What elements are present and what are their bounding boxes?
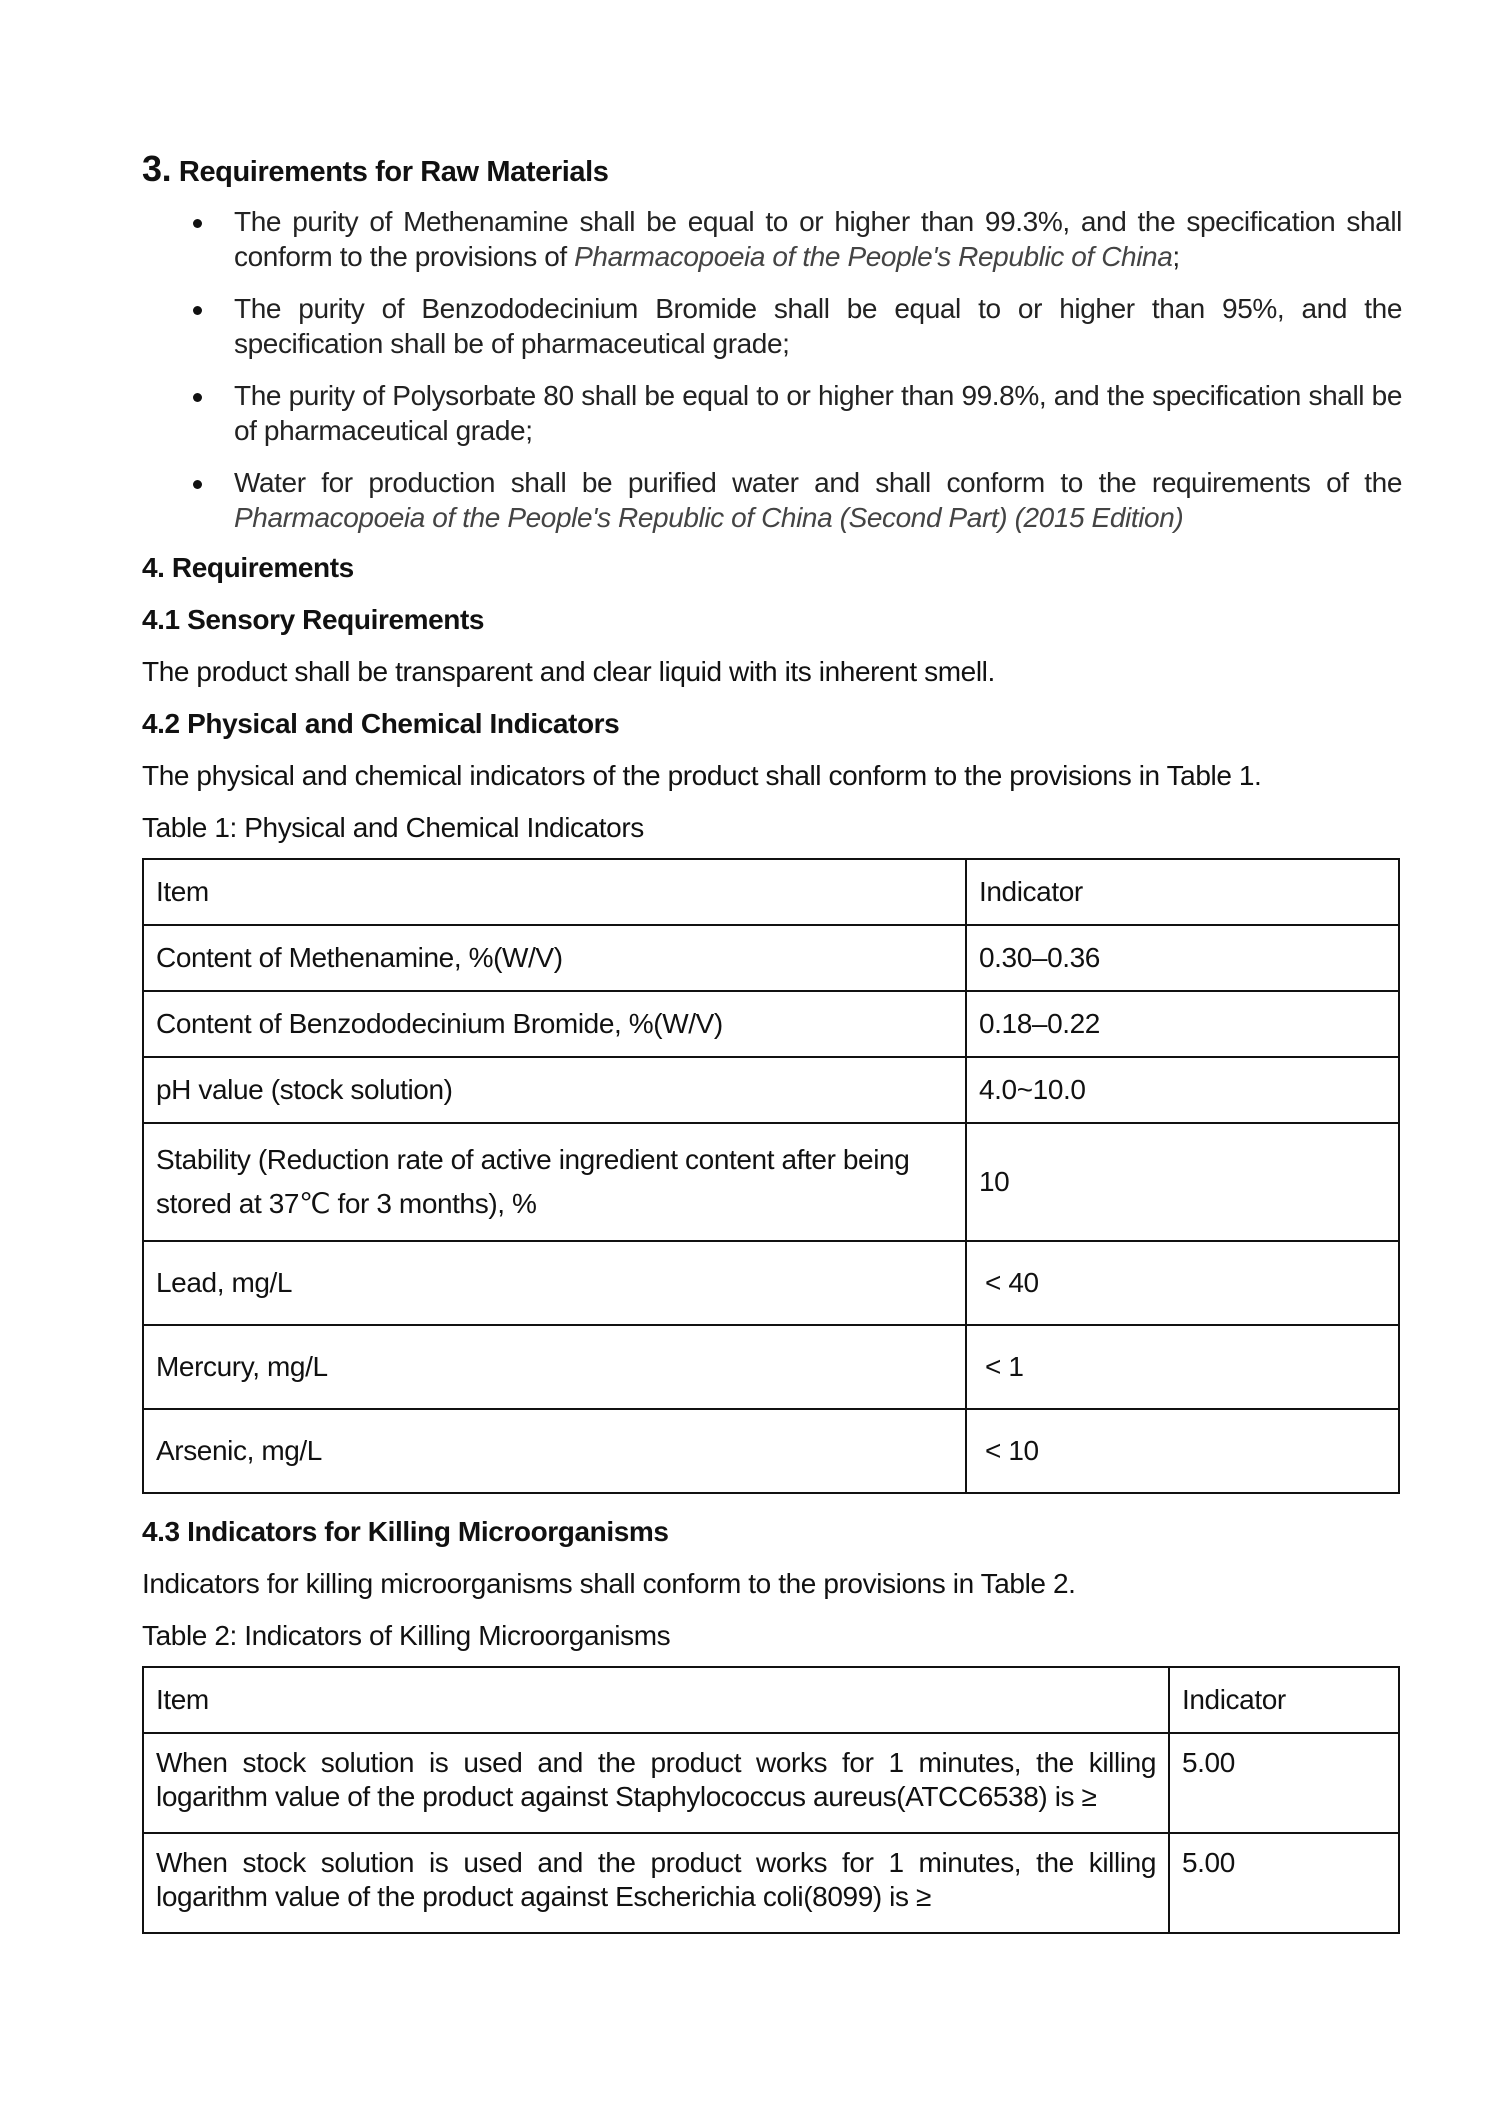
- bullet-italic-reference: Pharmacopoeia of the People's Republic of China: [574, 241, 1173, 272]
- table-cell: 5.00: [1169, 1833, 1399, 1933]
- list-item: [142, 378, 1402, 448]
- table-cell: Content of Methenamine, %(W/V): [143, 925, 966, 991]
- section-4-1-text: The product shall be transparent and clear liquid with its inherent smell.: [142, 656, 995, 687]
- table-cell: 4.0~10.0: [966, 1057, 1399, 1123]
- table-1-caption: Table 1: Physical and Chemical Indicators: [142, 812, 644, 843]
- table-header-cell: Item: [143, 1667, 1169, 1733]
- bullet-text: The purity of Methenamine shall be equal to or higher than 99.3%, and the specification shall conform to the provisions of: [234, 206, 1402, 272]
- table-cell: Content of Benzododecinium Bromide, %(W/V): [143, 991, 966, 1057]
- table-row: [143, 1733, 1399, 1833]
- table-row: [143, 1057, 1399, 1123]
- table-cell: 5.00: [1169, 1733, 1399, 1833]
- document-page: [142, 148, 1402, 1934]
- table-row: [143, 1833, 1399, 1933]
- table-cell: < 1: [966, 1325, 1399, 1409]
- table-header-row: [143, 1667, 1399, 1733]
- bullet-text: The purity of Benzododecinium Bromide shall be equal to or higher than 95%, and the specification shall be of pharmaceutical grade;: [234, 293, 1402, 359]
- table-cell: < 10: [966, 1409, 1399, 1493]
- table-row: [143, 1409, 1399, 1493]
- table-header-cell: Indicator: [1169, 1667, 1399, 1733]
- section-3-number: 3.: [142, 148, 172, 189]
- table-row: [143, 1241, 1399, 1325]
- table-cell: Lead, mg/L: [143, 1241, 966, 1325]
- table-row: [143, 1123, 1399, 1241]
- section-4-3-heading: 4.3 Indicators for Killing Microorganisms: [142, 1516, 669, 1547]
- table-header-row: [143, 859, 1399, 925]
- table-cell: When stock solution is used and the product works for 1 minutes, the killing logarithm value of the product against Escherichia coli(8099) is ≥: [143, 1833, 1169, 1933]
- table-cell: When stock solution is used and the product works for 1 minutes, the killing logarithm value of the product against Staphylococcus aureus(ATCC6538) is ≥: [143, 1733, 1169, 1833]
- section-3-heading: [142, 148, 1402, 190]
- list-item: [142, 204, 1402, 274]
- table-2-caption: Table 2: Indicators of Killing Microorganisms: [142, 1620, 671, 1651]
- table-cell: < 40: [966, 1241, 1399, 1325]
- raw-materials-list: [142, 204, 1402, 535]
- table-cell: 0.30–0.36: [966, 925, 1399, 991]
- section-3-title: Requirements for Raw Materials: [178, 156, 609, 188]
- table-cell: Stability (Reduction rate of active ingredient content after being stored at 37℃ for 3 months), %: [143, 1123, 966, 1241]
- section-4-heading: 4. Requirements: [142, 552, 354, 583]
- list-item: [142, 291, 1402, 361]
- section-4-2-text: The physical and chemical indicators of the product shall conform to the provisions in Table 1.: [142, 760, 1262, 791]
- bullet-text: The purity of Polysorbate 80 shall be equal to or higher than 99.8%, and the specification shall be of pharmaceutical grade;: [234, 380, 1402, 446]
- table-header-cell: Indicator: [966, 859, 1399, 925]
- section-4-1-heading: 4.1 Sensory Requirements: [142, 604, 485, 635]
- table-row: [143, 1325, 1399, 1409]
- table-row: [143, 991, 1399, 1057]
- table-cell: Mercury, mg/L: [143, 1325, 966, 1409]
- table-row: [143, 925, 1399, 991]
- section-4-2-heading: 4.2 Physical and Chemical Indicators: [142, 708, 620, 739]
- table-cell: 0.18–0.22: [966, 991, 1399, 1057]
- section-4-3-text: Indicators for killing microorganisms shall conform to the provisions in Table 2.: [142, 1568, 1076, 1599]
- table-cell: 10: [966, 1123, 1399, 1241]
- table-cell: Arsenic, mg/L: [143, 1409, 966, 1493]
- table-cell: pH value (stock solution): [143, 1057, 966, 1123]
- list-item: [142, 465, 1402, 535]
- bullet-italic-reference: Pharmacopoeia of the People's Republic of China (Second Part) (2015 Edition): [234, 502, 1184, 533]
- table-header-cell: Item: [143, 859, 966, 925]
- bullet-text-end: ;: [1172, 241, 1180, 272]
- bullet-text: Water for production shall be purified water and shall conform to the requirements of the: [234, 467, 1402, 498]
- table-1: [142, 858, 1400, 1494]
- table-2: [142, 1666, 1400, 1934]
